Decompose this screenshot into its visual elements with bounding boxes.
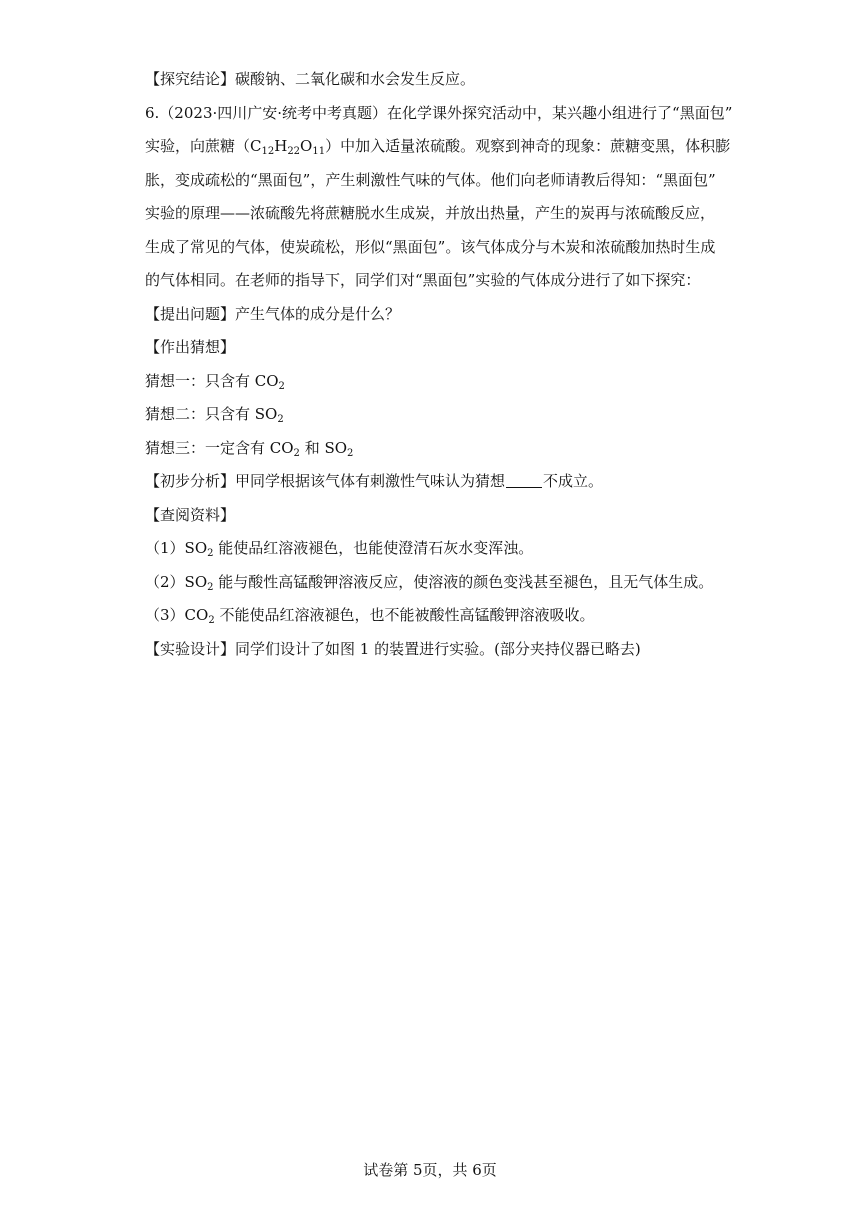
question-6-line-6: 的气体相同。在老师的指导下，同学们对“黑面包”实验的气体成分进行了如下探究： — [145, 271, 701, 289]
reference-heading: 【查阅资料】 — [145, 505, 236, 524]
reference-2: $(2)SO_2$ 能与酸性高锰酸钾溶液反应，使溶液的颜色变浅甚至褪色，且无气体生成。 — [145, 572, 714, 593]
question-6-line-5: 生成了常见的气体，使炭疏松，形似“黑面包”。该气体成分与木炭和浓硫酸加热时生成 — [145, 237, 716, 256]
question-6-line-4: 实验的原理——浓硫酸先将蔗糖脱水生成炭，并放出热量，产生的炭再与浓硫酸反应， — [145, 204, 716, 222]
hypothesis-1: 猜想一：只含有 $CO_2$ — [145, 371, 285, 392]
reference-3: $(3)CO_2$ 不能使品红溶液褪色，也不能被酸性高锰酸钾溶液吸收。 — [145, 606, 595, 626]
conclusion-line: 【探究结论】碳酸钠、二氧化碳和水会发生反应。 — [145, 70, 476, 88]
answer-blank[interactable] — [506, 473, 542, 488]
experiment-design: 【实验设计】同学们设计了如图 1 的装置进行实验。(部分夹持仪器已略去) — [145, 639, 641, 658]
hypothesis-2: 猜想二：只含有 $SO_2$ — [145, 405, 284, 425]
page-content — [145, 68, 733, 671]
question-6-line-3: 胀，变成疏松的“黑面包”，产生刺激性气味的气体。他们向老师请教后得知：“黑面包” — [145, 170, 716, 189]
page-footer: 试卷第 5页，共 6页 — [363, 1161, 497, 1179]
hypothesis-3: 猜想三：一定含有 $CO_2$ 和 $SO_2$ — [145, 438, 354, 459]
question-6-line-2: 实验，向蔗糖$(C_{12}H_{22}O_{11})$中加入适量浓硫酸。观察到神奇的现象：蔗糖变黑，体积膨 — [145, 137, 731, 157]
preliminary-analysis: 【初步分析】甲同学根据该气体有刺激性气味认为猜想 不成立。 — [145, 472, 604, 490]
question-6-stem — [145, 102, 733, 292]
question-6-line-1: 6.（2023·四川广安·统考中考真题）在化学课外探究活动中，某兴趣小组进行了“黑面包” — [145, 103, 733, 122]
raise-question: 【提出问题】产生气体的成分是什么？ — [145, 304, 401, 323]
reference-1: $(1)SO_2$ 能使品红溶液褪色，也能使澄清石灰水变浑浊。 — [145, 539, 534, 559]
hypothesis-heading: 【作出猜想】 — [145, 338, 236, 356]
